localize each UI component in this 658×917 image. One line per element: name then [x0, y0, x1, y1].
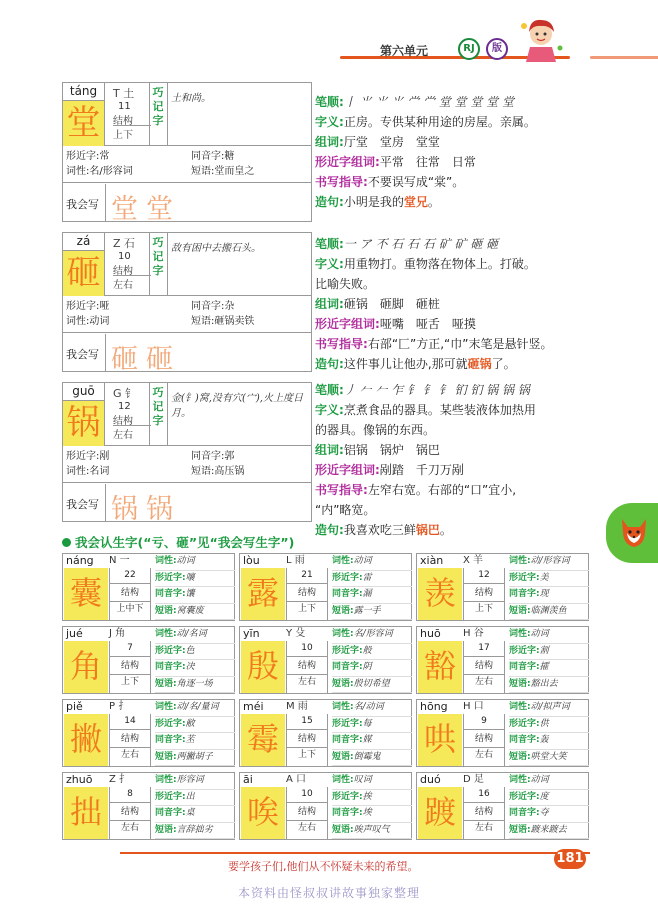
pinyin: duó	[420, 773, 441, 786]
big-character: 羡	[418, 568, 462, 620]
pinyin: zá	[63, 233, 105, 251]
write-practice	[63, 484, 311, 525]
structure-label: 结构	[464, 584, 504, 602]
recognize-char-card	[416, 553, 589, 621]
write-label: 我会写	[66, 198, 99, 211]
pinyin: náng	[66, 554, 94, 567]
stroke-structure	[463, 787, 505, 839]
recognize-char-card	[416, 626, 589, 694]
highlight-word: 堂兄	[403, 195, 428, 209]
detail-line	[315, 294, 600, 314]
stroke-structure	[463, 641, 505, 693]
structure-label: 结构	[110, 657, 150, 675]
detail-label: 书写指导:	[315, 483, 368, 497]
char-info	[507, 773, 589, 839]
info-phrase: 短语:哄堂大笑	[509, 750, 589, 767]
pinyin: táng	[63, 83, 105, 101]
info-pos: 词性:动词	[332, 554, 412, 571]
homophone: 同音字:郭	[191, 451, 235, 462]
stroke-structure	[286, 641, 328, 693]
detail-line	[315, 460, 600, 480]
detail-label: 字义:	[315, 115, 344, 129]
part-of-speech: 词性:动词	[66, 316, 110, 327]
structure-value: 上下	[120, 677, 139, 687]
footer-motto: 要学孩子们,他们从不怀疑未来的希望。	[228, 860, 419, 873]
detail-line	[315, 152, 600, 172]
edition-badge-ban: 版	[486, 38, 508, 60]
detail-label: 形近字组词:	[315, 155, 380, 169]
stroke-count: 8	[110, 787, 150, 803]
char-info	[507, 554, 589, 620]
part-of-speech: 词性:名词	[66, 466, 110, 477]
detail-label: 造句:	[315, 357, 344, 371]
info-phrase: 短语:倒霉鬼	[332, 750, 412, 767]
pinyin: lòu	[243, 554, 260, 567]
big-character: 豁	[418, 641, 462, 693]
detail-label: 组词:	[315, 297, 344, 311]
detail-label: 字义:	[315, 257, 344, 271]
stroke-structure	[109, 787, 151, 839]
detail-line	[315, 254, 600, 274]
structure-value: 左右	[474, 677, 493, 687]
detail-text: 这件事儿让他办,那可就	[343, 357, 468, 371]
detail-label: 形近字组词:	[315, 463, 380, 477]
similar-char: 形近字:哑	[66, 301, 110, 312]
pinyin: guō	[63, 383, 105, 401]
info-similar: 形近字:出	[155, 790, 235, 807]
char-info	[153, 700, 235, 766]
stroke-structure	[109, 568, 151, 620]
homophone: 同音字:杂	[191, 301, 235, 312]
stroke-count: 21	[287, 568, 327, 584]
detail-text-end: 了。	[491, 357, 516, 371]
stroke-count: 12	[118, 401, 131, 412]
big-character: 唉	[241, 787, 285, 839]
detail-label: 书写指导:	[315, 337, 368, 351]
pinyin: āi	[243, 773, 253, 786]
info-pos: 词性:形容词	[155, 773, 235, 790]
card-info-rows	[63, 447, 311, 483]
phrase: 短语:堂而皇之	[191, 166, 255, 177]
info-similar: 形近字:挨	[332, 790, 412, 807]
structure-label: 结构	[287, 803, 327, 821]
page-number: 181	[554, 849, 586, 869]
detail-text: 铝锅 锅炉 锅巴	[343, 443, 440, 457]
structure-label: 结构	[287, 730, 327, 748]
pinyin: xiàn	[420, 554, 444, 567]
radical: Z 石	[113, 237, 136, 250]
radical: T 土	[113, 87, 135, 100]
char-info	[153, 773, 235, 839]
detail-line	[315, 354, 600, 374]
char-info	[330, 627, 412, 693]
structure-label: 结构	[113, 266, 133, 277]
card-top	[63, 233, 311, 296]
info-pos: 词性:叹词	[332, 773, 412, 790]
radical: X 羊	[463, 555, 484, 566]
info-similar: 形近字:般	[332, 644, 412, 661]
radical: P 扌	[109, 701, 129, 712]
info-pos: 词性:动/名/量词	[155, 700, 235, 717]
pinyin: huō	[420, 627, 441, 640]
memory-tip-label: 巧记字	[152, 386, 164, 427]
detail-text: 右部“匚”方正,“巾”末笔是悬针竖。	[367, 337, 553, 351]
info-homophone: 同音字:苤	[155, 733, 235, 750]
edition-badge-rj: RJ	[458, 38, 480, 60]
pinyin: jué	[66, 627, 83, 640]
highlight-word: 砸锅	[467, 357, 492, 371]
fox-mascot-icon	[618, 513, 650, 551]
structure-label: 结构	[464, 730, 504, 748]
structure-value: 左右	[297, 823, 316, 833]
stroke-count: 10	[287, 787, 327, 803]
radical: L 雨	[286, 555, 305, 566]
detail-text: 正房。专供某种用途的房屋。亲属。	[343, 115, 536, 129]
recognize-char-card	[239, 772, 412, 840]
detail-text: 左窄右宽。右部的“口”宜小,	[367, 483, 517, 497]
structure-value: 上下	[297, 604, 316, 614]
structure-label: 结构	[464, 657, 504, 675]
detail-line	[315, 132, 600, 152]
info-homophone: 同音字:阴	[332, 660, 412, 677]
card-info-rows	[63, 147, 311, 183]
info-pos: 词性:动词	[509, 773, 589, 790]
detail-label: 笔顺:	[315, 95, 344, 109]
write-chars: 锅锅	[111, 494, 181, 525]
phrase: 短语:砸锅卖铁	[191, 316, 255, 327]
section-title	[62, 533, 294, 551]
stroke-structure	[286, 568, 328, 620]
stroke-count: 14	[110, 714, 150, 730]
char-info	[153, 627, 235, 693]
stroke-structure	[463, 568, 505, 620]
write-practice	[63, 334, 311, 375]
recognize-char-card	[62, 626, 235, 694]
memory-tip: 土和尚。	[171, 93, 211, 104]
big-character: 殷	[241, 641, 285, 693]
info-pos: 词性:名/动词	[332, 700, 412, 717]
char-info	[330, 773, 412, 839]
radical: M 雨	[286, 701, 308, 712]
info-phrase: 短语:殷切希望	[332, 677, 412, 694]
highlight-word: 锅巴	[415, 523, 440, 537]
structure-value: 左右	[113, 425, 151, 441]
detail-text: 平常 往常 日常	[379, 155, 476, 169]
header-rule-right	[590, 56, 658, 59]
structure-label: 结构	[110, 730, 150, 748]
detail-text: 小明是我的	[343, 195, 404, 209]
detail-line	[315, 520, 600, 540]
memory-tip: 敌有困中去搬石头。	[171, 243, 261, 254]
radical: G 钅	[113, 387, 137, 400]
write-label: 我会写	[66, 348, 99, 361]
info-phrase: 短语:豁出去	[509, 677, 589, 694]
info-similar: 形近字:每	[332, 717, 412, 734]
detail-line	[315, 440, 600, 460]
structure-label: 结构	[113, 116, 133, 127]
info-phrase: 短语:唉声叹气	[332, 823, 412, 840]
info-phrase: 短语:言辞拙劣	[155, 823, 235, 840]
bullet-icon	[62, 538, 71, 547]
structure-value: 左右	[113, 275, 151, 291]
stroke-count: 11	[118, 101, 131, 112]
detail-text: 的器具。像锅的东西。	[315, 423, 436, 437]
radical: N 一	[109, 555, 130, 566]
radical: H 谷	[463, 628, 484, 639]
detail-label: 形近字组词:	[315, 317, 380, 331]
unit-title: 第六单元	[380, 44, 429, 58]
page-header	[50, 8, 658, 70]
pinyin: yīn	[243, 627, 260, 640]
detail-line	[315, 500, 600, 520]
detail-line	[315, 192, 600, 212]
detail-text-end: 。	[427, 195, 440, 209]
info-similar: 形近字:色	[155, 644, 235, 661]
detail-text: 用重物打。重物落在物体上。打破。	[343, 257, 536, 271]
write-practice	[63, 184, 311, 225]
pinyin: méi	[243, 700, 264, 713]
info-homophone: 同音字:攉	[509, 660, 589, 677]
stroke-structure	[109, 641, 151, 693]
char-card-za	[62, 232, 312, 375]
stroke-count: 7	[110, 641, 150, 657]
structure-label: 结构	[287, 584, 327, 602]
footer-rule	[120, 852, 590, 854]
homophone: 同音字:糖	[191, 151, 235, 162]
info-similar: 形近字:度	[509, 790, 589, 807]
detail-text: 哑嘴 哑舌 哑摸	[379, 317, 476, 331]
char-card-tang	[62, 82, 312, 225]
detail-line	[315, 380, 600, 400]
detail-text: 烹煮食品的器具。某些装液体加热用	[343, 403, 536, 417]
stroke-structure	[109, 714, 151, 766]
detail-text: 比喻失败。	[315, 277, 376, 291]
info-homophone: 同音字:馕	[155, 587, 235, 604]
info-phrase: 短语:踱来踱去	[509, 823, 589, 840]
char-info	[330, 700, 412, 766]
char-info	[153, 554, 235, 620]
stroke-structure	[286, 714, 328, 766]
info-pos: 词性:动词	[509, 627, 589, 644]
big-character: 霉	[241, 714, 285, 766]
info-homophone: 同音字:现	[509, 587, 589, 604]
write-chars: 砸砸	[111, 344, 181, 375]
radical: A 口	[286, 774, 307, 785]
stroke-count: 22	[110, 568, 150, 584]
stroke-count: 9	[464, 714, 504, 730]
detail-text: 剐踏 千刀万剐	[379, 463, 464, 477]
big-character: 囊	[64, 568, 108, 620]
info-pos: 词性:动词	[155, 554, 235, 571]
radical: Y 殳	[286, 628, 306, 639]
info-similar: 形近字:嚷	[155, 571, 235, 588]
info-homophone: 同音字:媒	[332, 733, 412, 750]
info-homophone: 同音字:埃	[332, 806, 412, 823]
detail-label: 组词:	[315, 135, 344, 149]
structure-value: 左右	[120, 823, 139, 833]
big-character: 撇	[64, 714, 108, 766]
structure-label: 结构	[464, 803, 504, 821]
info-phrase: 短语:两撇胡子	[155, 750, 235, 767]
info-pos: 词性:动/形容词	[509, 554, 589, 571]
info-homophone: 同音字:轰	[509, 733, 589, 750]
detail-text: 厅堂 堂房 堂堂	[343, 135, 440, 149]
big-character: 拙	[64, 787, 108, 839]
detail-line	[315, 234, 600, 254]
section-title-text: 我会认生字(“亏、砸”见“我会写生字”)	[75, 535, 295, 550]
structure-label: 结构	[113, 416, 133, 427]
info-pos: 词性:动/名词	[155, 627, 235, 644]
detail-line	[315, 400, 600, 420]
detail-line	[315, 172, 600, 192]
memory-tip-label: 巧记字	[152, 236, 164, 277]
memory-tip-label: 巧记字	[152, 86, 164, 127]
stroke-count: 16	[464, 787, 504, 803]
info-similar: 形近字:美	[509, 571, 589, 588]
detail-text: 丨 ⺌ ⺌ ⺌ 龸 龸 堂 堂 堂 堂 堂	[343, 95, 514, 109]
phrase: 短语:高压锅	[191, 466, 245, 477]
structure-label: 结构	[287, 657, 327, 675]
detail-label: 造句:	[315, 195, 344, 209]
detail-line	[315, 112, 600, 132]
write-label: 我会写	[66, 498, 99, 511]
stroke-count: 15	[287, 714, 327, 730]
card-top	[63, 383, 311, 446]
info-homophone: 同音字:漏	[332, 587, 412, 604]
char-info	[507, 700, 589, 766]
stroke-structure	[463, 714, 505, 766]
detail-text: 不要误写成“棠”。	[367, 175, 465, 189]
card-info-rows	[63, 297, 311, 333]
recognize-char-card	[62, 699, 235, 767]
big-character: 堂	[63, 101, 105, 146]
card-top	[63, 83, 311, 146]
write-chars: 堂堂	[111, 194, 181, 225]
memory-tip: 金(钅)窝,没有穴(宀),火上度日月。	[171, 393, 303, 419]
detail-label: 笔顺:	[315, 237, 344, 251]
radical: J 角	[109, 628, 126, 639]
stroke-count: 12	[464, 568, 504, 584]
recognize-char-card	[62, 772, 235, 840]
big-character: 哄	[418, 714, 462, 766]
big-character: 砸	[63, 251, 105, 296]
stroke-count: 10	[287, 641, 327, 657]
radical: Z 扌	[109, 774, 130, 785]
credit-text: 本资料由怪叔叔讲故事独家整理	[237, 886, 420, 900]
detail-text: 砸锅 砸脚 砸桩	[343, 297, 440, 311]
big-character: 角	[64, 641, 108, 693]
stroke-count: 17	[464, 641, 504, 657]
recognize-char-card	[416, 699, 589, 767]
structure-label: 结构	[110, 803, 150, 821]
structure-value: 左右	[474, 750, 493, 760]
recognize-char-card	[239, 699, 412, 767]
structure-value: 上下	[474, 604, 493, 614]
detail-text-end: 。	[439, 523, 452, 537]
pinyin: zhuō	[66, 773, 93, 786]
detail-text: “内”略宽。	[315, 503, 376, 517]
big-character: 锅	[63, 401, 105, 446]
info-phrase: 短语:临渊羡鱼	[509, 604, 589, 621]
structure-value: 左右	[474, 823, 493, 833]
big-character: 露	[241, 568, 285, 620]
pinyin: piě	[66, 700, 83, 713]
detail-line	[315, 420, 600, 440]
structure-value: 左右	[120, 750, 139, 760]
structure-value: 上下	[297, 750, 316, 760]
part-of-speech: 词性:名/形容词	[66, 166, 133, 177]
stroke-count: 10	[118, 251, 131, 262]
recognize-char-card	[416, 772, 589, 840]
detail-text: 我喜欢吃三鲜	[343, 523, 416, 537]
detail-block-za	[315, 234, 600, 374]
similar-char: 形近字:常	[66, 151, 110, 162]
info-homophone: 同音字:桌	[155, 806, 235, 823]
structure-value: 上中下	[116, 604, 144, 614]
stroke-structure	[286, 787, 328, 839]
detail-text: 丿 𠂉 𠂉 乍 钅 钅 钅 钔 钔 锅 锅 锅	[343, 383, 530, 397]
detail-line	[315, 314, 600, 334]
info-homophone: 同音字:夺	[509, 806, 589, 823]
structure-value: 上下	[113, 125, 151, 141]
detail-line	[315, 480, 600, 500]
structure-label: 结构	[110, 584, 150, 602]
info-similar: 形近字:割	[509, 644, 589, 661]
detail-label: 组词:	[315, 443, 344, 457]
detail-label: 书写指导:	[315, 175, 368, 189]
info-phrase: 短语:露一手	[332, 604, 412, 621]
detail-line	[315, 334, 600, 354]
info-similar: 形近字:雷	[332, 571, 412, 588]
recognize-char-card	[62, 553, 235, 621]
info-pos: 词性:动/拟声词	[509, 700, 589, 717]
info-similar: 形近字:供	[509, 717, 589, 734]
big-character: 踱	[418, 787, 462, 839]
mascot-girl-icon	[516, 14, 566, 64]
detail-line	[315, 92, 600, 112]
detail-label: 字义:	[315, 403, 344, 417]
char-info	[507, 627, 589, 693]
info-homophone: 同音字:决	[155, 660, 235, 677]
radical: H 口	[463, 701, 484, 712]
detail-block-guo	[315, 380, 600, 540]
structure-value: 左右	[297, 677, 316, 687]
char-info	[330, 554, 412, 620]
detail-line	[315, 274, 600, 294]
detail-text: 一 ア 不 石 石 石 矿 矿 砸 砸	[343, 237, 499, 251]
detail-label: 造句:	[315, 523, 344, 537]
pinyin: hōng	[420, 700, 448, 713]
info-similar: 形近字:敝	[155, 717, 235, 734]
detail-label: 笔顺:	[315, 383, 344, 397]
recognize-char-card	[239, 626, 412, 694]
recognize-char-card	[239, 553, 412, 621]
info-phrase: 短语:窝囊废	[155, 604, 235, 621]
char-card-guo	[62, 382, 312, 525]
info-phrase: 短语:角逐一场	[155, 677, 235, 694]
similar-char: 形近字:剐	[66, 451, 110, 462]
info-pos: 词性:名/形容词	[332, 627, 412, 644]
radical: D 足	[463, 774, 484, 785]
detail-block-tang	[315, 92, 600, 212]
